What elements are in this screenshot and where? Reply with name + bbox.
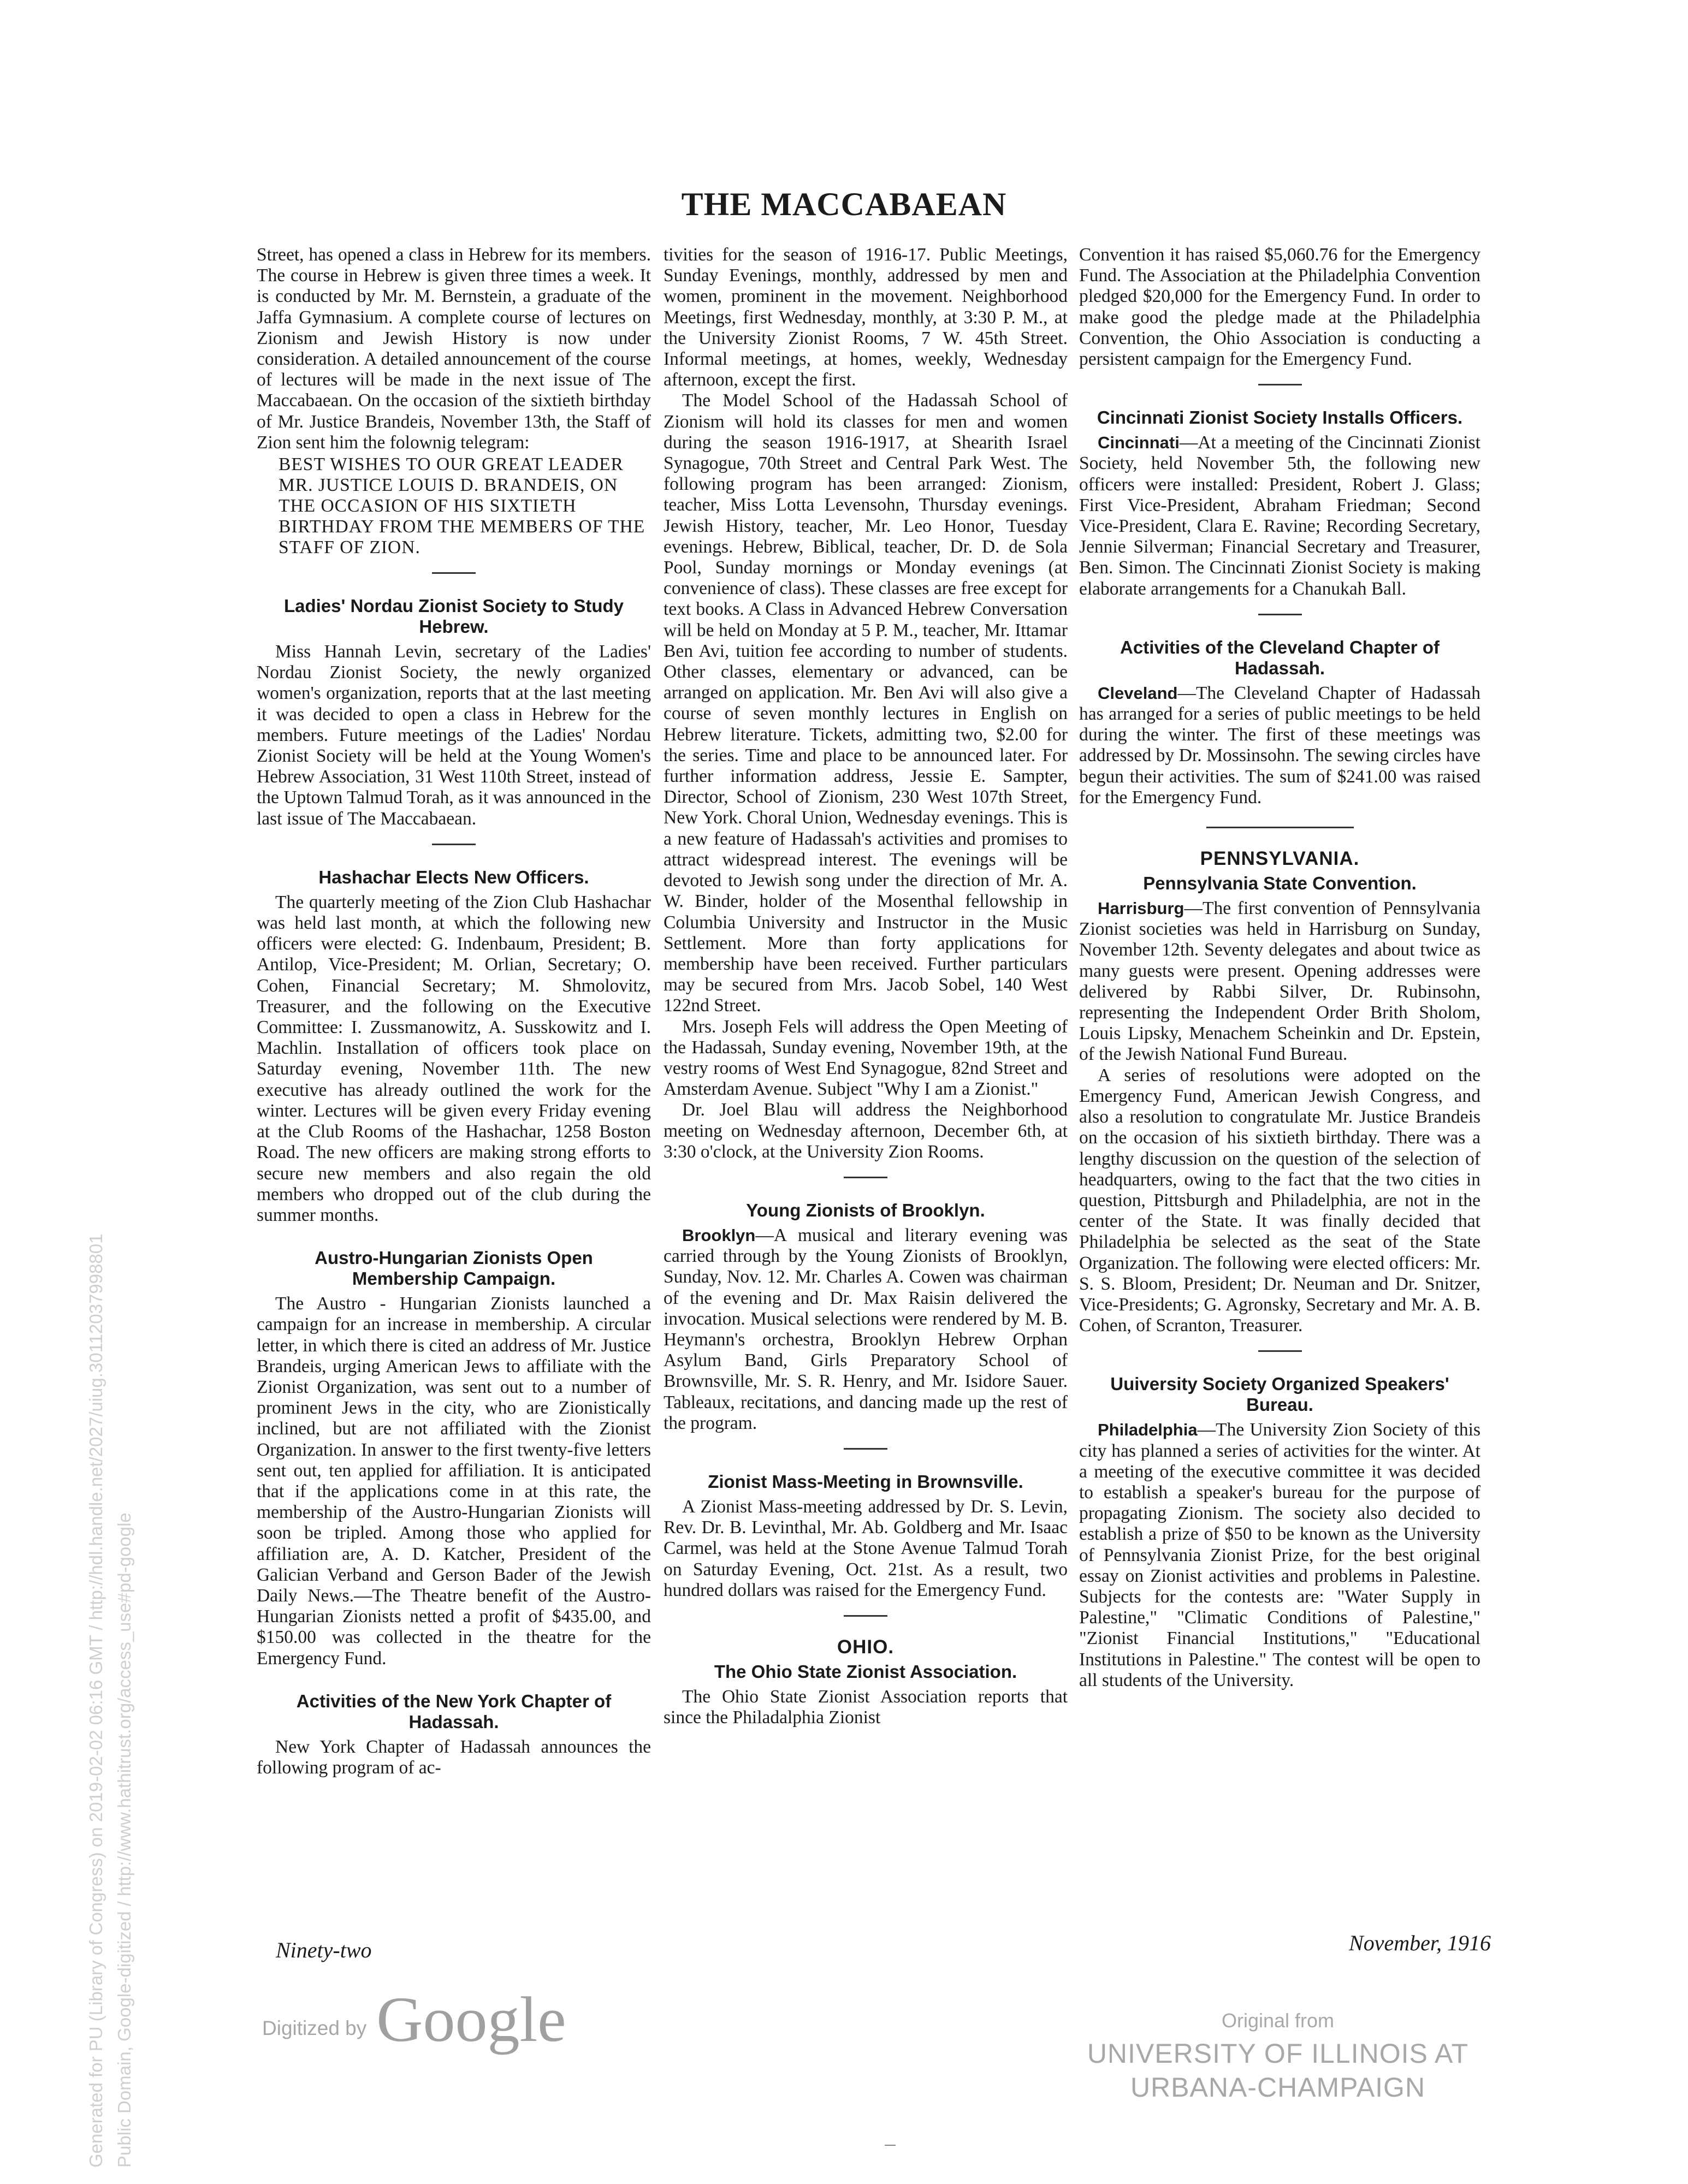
hathitrust-side-watermark xyxy=(82,693,139,2168)
article-paragraph xyxy=(1079,683,1480,808)
article-text: —The first convention of Pennsylvania Zionist societies was held in Harrisburg on Sunday, November 12th. Seventy delegates and about twice as many guests were present. Opening addresses were delivered by Rabbi Silver, Dr. Rubinsohn, representing the Independent Order Brith Sholom, Louis Lipsky, Menachem Scheinkin and Dr. Epstein, of the Jewish National Fund Bureau. xyxy=(1079,898,1480,1065)
section-heading-ny-hadassah: Activities of the New York Chapter of Hadassah. xyxy=(296,1690,612,1732)
telegram-text: BEST WISHES TO OUR GREAT LEADER MR. JUSTICE LOUIS D. BRANDEIS, ON THE OCCASION OF HIS SIXTIETH BIRTHDAY FROM THE MEMBERS OF THE STAFF OF ZION. xyxy=(279,454,645,558)
dateline-place: Brooklyn xyxy=(682,1225,756,1245)
dateline-place: Cincinnati xyxy=(1098,433,1180,453)
article-paragraph: Miss Hannah Levin, secretary of the Ladies' Nordau Zionist Society, the newly organized women's organization, reports that at the last meeting it was decided to open a class in Hebrew for the members. Future meetings of the Ladies' Nordau Zionist Society will be held at the Young Women's Hebrew Association, 31 West 110th Street, instead of the Uptown Talmud Torah, as it was announced in the last issue of The Maccabaean. xyxy=(257,642,651,829)
digitized-by-google-watermark xyxy=(262,1984,566,2055)
article-paragraph xyxy=(1079,1420,1480,1691)
page-number: Ninety-two xyxy=(276,1938,372,1962)
institution-line-2: URBANA-CHAMPAIGN xyxy=(1130,2072,1426,2103)
article-paragraph: A Zionist Mass-meeting addressed by Dr. S. Levin, Rev. Dr. B. Levinthal, Mr. Ab. Goldberg and Mr. Isaac Carmel, was held at the Stone Avenue Talmud Torah on Saturday Evening, Oct. 21st. As a result, two hundred dollars was raised for the Emergency Fund. xyxy=(664,1496,1068,1600)
article-paragraph xyxy=(1079,432,1480,600)
article-paragraph: The quarterly meeting of the Zion Club Hashachar was held last month, at which the following new officers were elected: G. Indenbaum, President; B. Antilop, Vice-President; M. Orlian, Secretary; O. Cohen, Financial Secretary; M. Shmolovitz, Treasurer, and the following on the Executive Committee: I. Zussmanowitz, A. Susskowitz and I. Machlin. Installation of officers took place on Saturday evening, November 11th. The new executive has already outlined the work for the winter. Lectures will be given every Friday evening at the Club Rooms of the Hashachar, 1258 Boston Road. The new officers are making strong efforts to secure new members and also regain the old members who dropped out of the club during the summer months. xyxy=(257,892,651,1225)
section-divider xyxy=(844,1448,887,1450)
section-heading-university: Uuiversity Society Organized Speakers' Bureau. xyxy=(1110,1374,1449,1415)
section-heading-nordau: Ladies' Nordau Zionist Society to Study Hebrew. xyxy=(283,596,624,637)
column-middle xyxy=(664,245,1068,1915)
region-heading-ohio: OHIO. xyxy=(837,1636,895,1658)
dateline-place: Cleveland xyxy=(1098,683,1178,703)
section-divider xyxy=(1258,1350,1302,1352)
article-paragraph: The Ohio State Zionist Association reports that since the Philadalphia Zionist xyxy=(664,1686,1068,1728)
original-from-label: Original from xyxy=(1221,2009,1335,2032)
article-paragraph: The Austro - Hungarian Zionists launched a campaign for an increase in membership. A circular letter, in which there is cited an address of Mr. Justice Brandeis, urging American Jews to affiliate with the Zionist Organization, was sent out to a number of prominent Jews in the city, who are Zionistically inclined, but are not affiliated with the Zionist Organization. In answer to the first twenty-five letters sent out, ten applied for affiliation. It is anticipated that if the applications come in at this rate, the membership of the Austro-Hungarian Zionists will soon be tripled. Among those who applied for affiliation are, A. D. Katcher, President of the Galician Verband and Gerson Bader of the Jewish Daily News.—The Theatre benefit of the Austro-Hungarian Zionists netted a profit of $435.00, and $150.00 was collected in the theatre for the Emergency Fund. xyxy=(257,1293,651,1669)
article-paragraph xyxy=(1079,898,1480,1065)
side-watermark-line-2: Public Domain, Google-digitized / http://www.hathitrust.org/access_use#pd-google xyxy=(114,1512,134,2168)
article-text: —The University Zion Society of this city has planned a series of activities for the winter. At a meeting of the executive committee it was decided to establish a speaker's bureau for the purpose of propagating Zionism. The society also decided to establish a prize of $50 to be known as the University of Pennsylvania Zionist Prize, for the best original essay on Zionist activities and problems in Palestine. Subjects for the contests are: "Water Supply in Palestine," "Climatic Conditions of Palestine," "Zionist Financial Institutions," "Educational Institutions in Palestine." The contest will be open to all students of the University. xyxy=(1079,1420,1480,1690)
original-source-watermark xyxy=(1049,2009,1507,2104)
article-paragraph: Mrs. Joseph Fels will address the Open Meeting of the Hadassah, Sunday evening, November 19th, at the vestry rooms of West End Synagogue, 82nd Street and Amsterdam Avenue. Subject "Why I am a Zionist." xyxy=(664,1016,1068,1100)
page-title: THE MACCABAEAN xyxy=(681,186,1007,222)
section-divider xyxy=(1258,614,1302,615)
section-heading-ohio-association: The Ohio State Zionist Association. xyxy=(714,1661,1017,1682)
section-divider xyxy=(1258,384,1302,385)
section-divider xyxy=(844,1615,887,1617)
article-paragraph: New York Chapter of Hadassah announces the following program of ac- xyxy=(257,1736,651,1778)
dateline-place: Philadelphia xyxy=(1098,1420,1198,1440)
region-heading-pennsylvania: PENNSYLVANIA. xyxy=(1200,848,1360,870)
article-text: —At a meeting of the Cincinnati Zionist Society, held November 5th, the following new officers were installed: President, Robert J. Glass; First Vice-President, Abraham Friedman; Second Vice-President, Clara E. Ravine; Recording Secretary, Jennie Silverman; Financial Secretary and Treasurer, Ben. Simon. The Cincinnati Zionist Society is making elaborate arrangements for a Chanukah Ball. xyxy=(1079,432,1480,599)
dateline-place: Harrisburg xyxy=(1098,899,1184,918)
article-paragraph: Street, has opened a class in Hebrew for its members. The course in Hebrew is given three times a week. It is conducted by Mr. M. Bernstein, a graduate of the Jaffa Gymnasium. A complete course of lectures on Zionism and Jewish History is now under consideration. A detailed announcement of the course of lectures will be made in the next issue of The Maccabaean. On the occasion of the sixtieth birthday of Mr. Justice Brandeis, November 13th, the Staff of Zion sent him the folownig telegram: xyxy=(257,245,651,453)
article-paragraph xyxy=(664,1225,1068,1434)
section-heading-cincinnati: Cincinnati Zionist Society Installs Officers. xyxy=(1097,407,1463,428)
section-heading-pennsylvania-convention: Pennsylvania State Convention. xyxy=(1143,873,1417,894)
article-paragraph: A series of resolutions were adopted on the Emergency Fund, American Jewish Congress, and also a resolution to congratulate Mr. Justice Brandeis on the occasion of his sixtieth birthday. There was a lengthy discussion on the question of the selection of headquarters, owing to the fact that the two cities in question, Pittsburgh and Philadelphia, are not in the center of the State. It was finally decided that Philadelphia be selected as the seat of the State Organization. The following were elected officers: Mr. S. S. Bloom, President; Dr. Neuman and Dr. Snitzer, Vice-Presidents; G. Agronsky, Secretary and Mr. A. B. Cohen, of Scranton, Treasurer. xyxy=(1079,1065,1480,1336)
section-heading-austro-hungarian: Austro-Hungarian Zionists Open Membership Campaign. xyxy=(315,1248,593,1289)
article-paragraph: Convention it has raised $5,060.76 for the Emergency Fund. The Association at the Philadelphia Convention pledged $20,000 for the Emergency Fund. In order to make good the pledge made at the Philadelphia Convention, the Ohio Association is conducting a persistent campaign for the Emergency Fund. xyxy=(1079,245,1480,370)
page-mark xyxy=(885,2145,896,2146)
column-right xyxy=(1079,245,1480,1915)
digitized-by-label: Digitized by xyxy=(262,2017,367,2039)
section-divider xyxy=(432,572,476,574)
article-paragraph: Dr. Joel Blau will address the Neighborhood meeting on Wednesday afternoon, December 6th, at 3:30 o'clock, at the University Zion Rooms. xyxy=(664,1100,1068,1162)
article-text: —A musical and literary evening was carried through by the Young Zionists of Brooklyn, Sunday, Nov. 12. Mr. Charles A. Cowen was chairman of the evening and Dr. Max Raisin delivered the invocation. Musical selections were rendered by M. B. Heymann's orchestra, Brooklyn Hebrew Orphan Asylum Band, Girls Preparatory School of Brownsville, Mr. S. R. Henry, and Mr. Isidore Sauer. Tableaux, recitations, and dancing made up the rest of the program. xyxy=(664,1225,1068,1433)
institution-line-1: UNIVERSITY OF ILLINOIS AT xyxy=(1087,2038,1469,2069)
section-heading-cleveland: Activities of the Cleveland Chapter of Hadassah. xyxy=(1120,637,1440,678)
column-left xyxy=(257,245,651,1915)
section-heading-brooklyn: Young Zionists of Brooklyn. xyxy=(746,1200,985,1220)
article-paragraph: The Model School of the Hadassah School of Zionism will hold its classes for men and women during the season 1916-1917, at Shearith Israel Synagogue, 70th Street and Central Park West. The following program has been arranged: Zionism, teacher, Miss Lotta Levensohn, Thursday evenings. Jewish History, teacher, Mr. Leo Honor, Tuesday evenings. Hebrew, Biblical, teacher, Dr. D. de Sola Pool, Sunday mornings or Monday evenings (at convenience of class). These classes are free except for text books. A Class in Advanced Hebrew Conversation will be held on Monday at 5 P. M., teacher, Mr. Ittamar Ben Avi, tuition fee according to number of students. Other classes, elementary or advanced, can be arranged on application. Mr. Ben Avi will also give a course of seven monthly lectures in English on Hebrew literature. Tickets, admitting two, $2.00 for the series. Time and place to be announced later. For further information address, Jessie E. Sampter, Director, School of Zionism, 230 West 107th Street, New York. Choral Union, Wednesday evenings. This is a new feature of Hadassah's activities and promises to attract widespread interest. The evenings will be devoted to Jewish song under the direction of Mr. A. W. Binder, holder of the Mosenthal fellowship in Columbia University and Instructor in the Music Settlement. More than forty applications for membership have been received. Further particulars may be secured from Mrs. Jacob Sobel, 140 West 122nd Street. xyxy=(664,390,1068,1016)
issue-date: November, 1916 xyxy=(1349,1931,1491,1955)
section-heading-brownsville: Zionist Mass-Meeting in Brownsville. xyxy=(708,1471,1023,1492)
section-divider xyxy=(1206,827,1354,828)
article-text: —The Cleveland Chapter of Hadassah has arranged for a series of public meetings to be held during the winter. The first of these meetings was addressed by Dr. Mossinsohn. The sewing circles have begun their activities. The sum of $241.00 was raised for the Emergency Fund. xyxy=(1079,682,1480,808)
article-paragraph: tivities for the season of 1916-17. Public Meetings, Sunday Evenings, monthly, addressed by men and women, prominent in the movement. Neighborhood Meetings, first Wednesday, monthly, at 3:30 P. M., at the University Zionist Rooms, 7 W. 45th Street. Informal meetings, at homes, weekly, Wednesday afternoon, except the first. xyxy=(664,245,1068,390)
side-watermark-line-1: Generated for PU (Library of Congress) on 2019-02-02 06:16 GMT / http://hdl.handle.net/2027/uiug.30112037998801 xyxy=(86,1233,106,2168)
section-divider xyxy=(432,844,476,845)
section-divider xyxy=(844,1177,887,1178)
google-logo: Google xyxy=(376,1984,566,2055)
section-heading-hashachar: Hashachar Elects New Officers. xyxy=(318,867,589,887)
